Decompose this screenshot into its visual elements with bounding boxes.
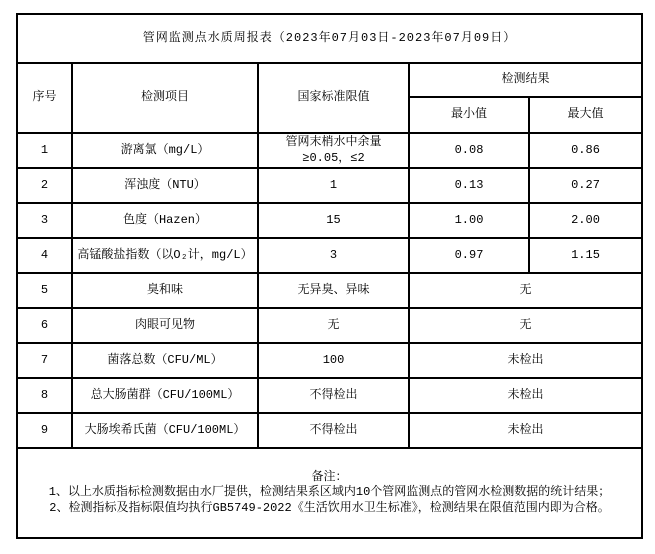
cell-standard: 不得检出 <box>258 378 409 413</box>
notes-cell <box>17 448 642 538</box>
cell-result-merged: 未检出 <box>409 378 642 413</box>
table-row <box>17 203 642 238</box>
cell-no: 1 <box>17 133 72 168</box>
notes-label: 备注： <box>311 469 348 484</box>
cell-standard: 3 <box>258 238 409 273</box>
table-row <box>17 133 642 168</box>
cell-item: 游离氯（mg/L） <box>72 133 258 168</box>
cell-standard: 管网末梢水中余量≥0.05，≤2 <box>258 133 409 168</box>
cell-item: 总大肠菌群（CFU/100ML） <box>72 378 258 413</box>
cell-item: 臭和味 <box>72 273 258 308</box>
cell-no: 8 <box>17 378 72 413</box>
cell-no: 2 <box>17 168 72 203</box>
cell-no: 5 <box>17 273 72 308</box>
cell-max: 2.00 <box>529 203 642 238</box>
cell-no: 4 <box>17 238 72 273</box>
report-title: 管网监测点水质周报表（2023年07月03日-2023年07月09日） <box>17 14 642 63</box>
cell-standard: 15 <box>258 203 409 238</box>
cell-result-merged: 未检出 <box>409 343 642 378</box>
cell-standard: 无异臭、异味 <box>258 273 409 308</box>
water-quality-report <box>16 13 643 539</box>
cell-item: 高锰酸盐指数（以O₂计，mg/L） <box>72 238 258 273</box>
header-no: 序号 <box>17 63 72 133</box>
header-item: 检测项目 <box>72 63 258 133</box>
header-standard: 国家标准限值 <box>258 63 409 133</box>
cell-standard: 100 <box>258 343 409 378</box>
cell-min: 0.97 <box>409 238 529 273</box>
cell-no: 3 <box>17 203 72 238</box>
header-max: 最大值 <box>529 97 642 133</box>
table-row <box>17 378 642 413</box>
cell-no: 6 <box>17 308 72 343</box>
cell-item: 色度（Hazen） <box>72 203 258 238</box>
cell-standard: 1 <box>258 168 409 203</box>
table-row <box>17 168 642 203</box>
table-row <box>17 308 642 343</box>
table-row <box>17 273 642 308</box>
cell-max: 1.15 <box>529 238 642 273</box>
header-row-top <box>17 63 642 97</box>
cell-no: 9 <box>17 413 72 448</box>
cell-item: 菌落总数（CFU/ML） <box>72 343 258 378</box>
header-min: 最小值 <box>409 97 529 133</box>
header-result-group: 检测结果 <box>409 63 642 97</box>
cell-result-merged: 无 <box>409 273 642 308</box>
note-line-1: 1、以上水质指标检测数据由水厂提供，检测结果系区域内10个管网监测点的管网水检测数据的统计结果； <box>48 485 611 500</box>
cell-min: 0.08 <box>409 133 529 168</box>
cell-max: 0.27 <box>529 168 642 203</box>
table-row <box>17 413 642 448</box>
cell-standard: 不得检出 <box>258 413 409 448</box>
cell-item: 浑浊度（NTU） <box>72 168 258 203</box>
note-line-2: 2、检测指标及指标限值均执行GB5749-2022《生活饮用水卫生标准》，检测结果在限值范围内即为合格。 <box>49 500 610 515</box>
cell-min: 1.00 <box>409 203 529 238</box>
cell-min: 0.13 <box>409 168 529 203</box>
cell-item: 大肠埃希氏菌（CFU/100ML） <box>72 413 258 448</box>
cell-result-merged: 未检出 <box>409 413 642 448</box>
title-row <box>17 14 642 63</box>
cell-result-merged: 无 <box>409 308 642 343</box>
table-row <box>17 238 642 273</box>
table-row <box>17 343 642 378</box>
notes-row <box>17 448 642 538</box>
cell-standard: 无 <box>258 308 409 343</box>
cell-item: 肉眼可见物 <box>72 308 258 343</box>
cell-no: 7 <box>17 343 72 378</box>
cell-max: 0.86 <box>529 133 642 168</box>
report-table <box>16 13 643 539</box>
